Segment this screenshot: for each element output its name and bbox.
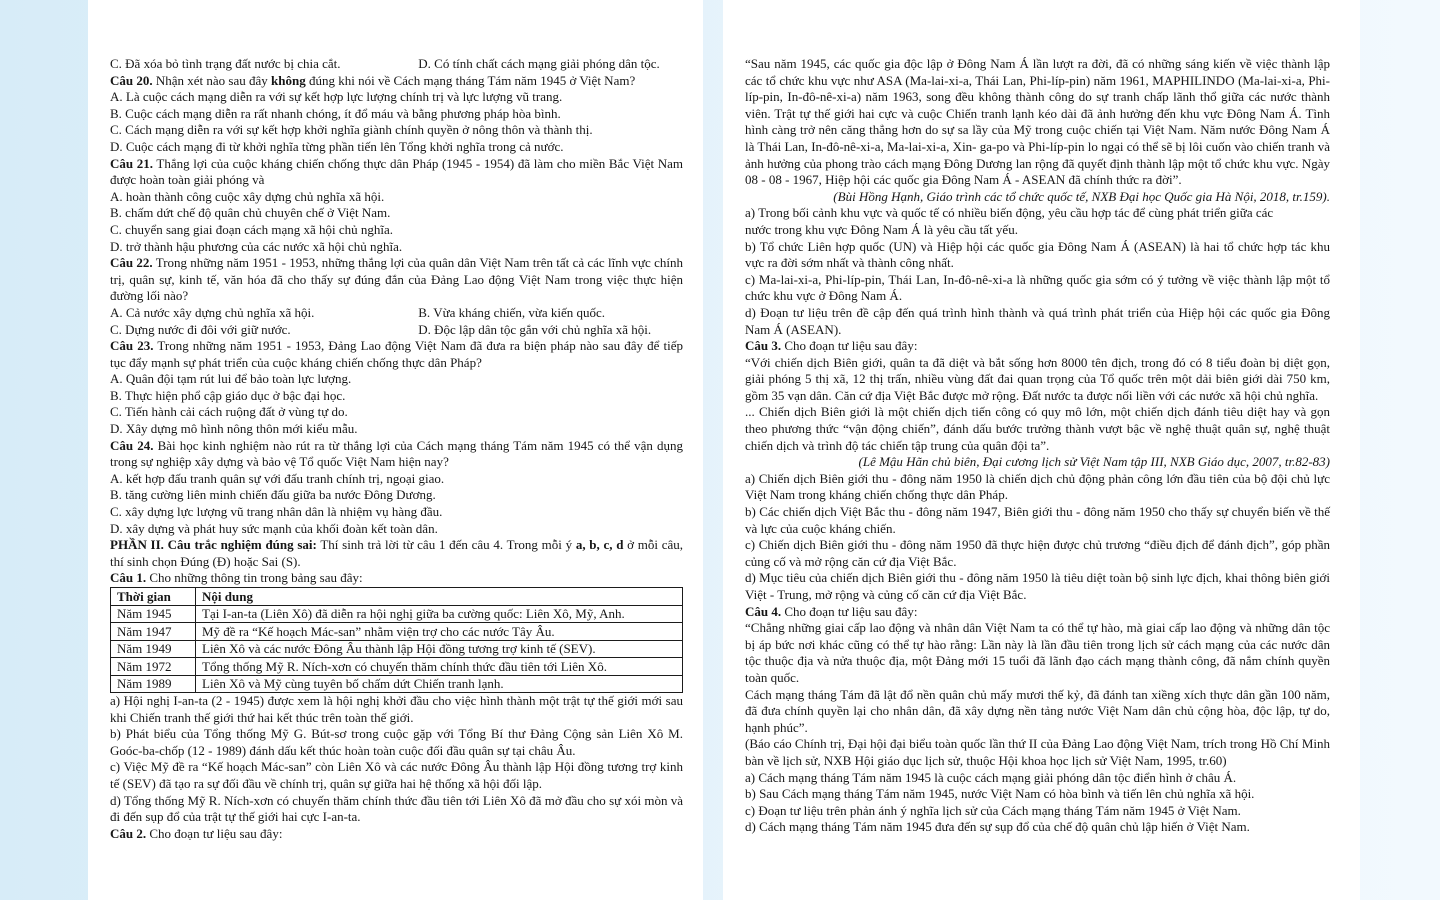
text-paragraph bbox=[110, 73, 683, 90]
text-run: a) Cách mạng tháng Tám năm 1945 là cuộc cách mạng giải phóng dân tộc điển hình ở châu Á. bbox=[745, 769, 1237, 785]
text-run: C. Cách mạng diễn ra với sự kết hợp khởi nghĩa giành chính quyền ở nông thôn và thành thị. bbox=[110, 122, 593, 138]
text-paragraph bbox=[110, 693, 683, 726]
text-paragraph bbox=[110, 726, 683, 759]
text-paragraph bbox=[110, 222, 683, 239]
text-paragraph bbox=[745, 404, 1330, 454]
text-run: C. chuyển sang giai đoạn cách mạng xã hội chủ nghĩa. bbox=[110, 221, 394, 237]
text-paragraph bbox=[745, 570, 1330, 603]
bold-run: Câu 20. bbox=[110, 72, 153, 88]
text-run: A. Là cuộc cách mạng diễn ra với sự kết hợp lực lượng chính trị và lực lượng vũ trang. bbox=[110, 89, 563, 105]
table-cell: Năm 1972 bbox=[111, 658, 196, 676]
text-paragraph bbox=[110, 826, 683, 843]
text-run: (Báo cáo Chính trị, Đại hội đại biểu toàn quốc lần thứ II của Đảng Lao động Việt Nam, trích trong Hồ Chí Minh bàn về lịch sử, NXB Hội giáo dục lịch sử, thuộc Hội khoa học lịch sử Việt Nam, 1995, tr.60) bbox=[745, 736, 1330, 768]
text-paragraph bbox=[745, 355, 1330, 405]
bold-run: không bbox=[271, 72, 306, 88]
text-run: D. trở thành hậu phương của các nước xã hội chủ nghĩa. bbox=[110, 238, 403, 254]
text-paragraph bbox=[110, 570, 683, 587]
table-row bbox=[111, 623, 683, 641]
text-paragraph bbox=[745, 819, 1330, 836]
text-paragraph bbox=[110, 205, 683, 222]
text-paragraph bbox=[745, 604, 1330, 621]
citation-line bbox=[745, 454, 1330, 471]
text-run: c) Đoạn tư liệu trên phản ánh ý nghĩa lịch sử của Cách mạng tháng Tám năm 1945 ở Việt Nam. bbox=[745, 802, 1241, 818]
text-paragraph bbox=[110, 189, 683, 206]
text-run: (Bùi Hồng Hạnh, Giáo trình các tổ chức quốc tế, NXB Đại học Quốc gia Hà Nội, 2018, tr.159). bbox=[833, 188, 1330, 204]
bold-run: Câu 21. bbox=[110, 155, 153, 171]
text-paragraph bbox=[745, 537, 1330, 570]
text-paragraph bbox=[745, 56, 1330, 189]
option-right: D. Độc lập dân tộc gắn với chủ nghĩa xã hội. bbox=[418, 321, 652, 337]
text-paragraph bbox=[745, 305, 1330, 338]
citation-line bbox=[745, 189, 1330, 206]
text-run: b) Phát biểu của Tổng thống Mỹ G. Bút-sơ trong cuộc gặp với Tổng Bí thư Đảng Cộng sản Liên Xô M. Goóc-ba-chốp (12 - 1989) đánh dấu kết thúc hoàn toàn cuộc đối đầu quân sự tại châu Âu. bbox=[110, 726, 683, 758]
option-right: D. Có tính chất cách mạng giải phóng dân tộc. bbox=[418, 56, 660, 71]
text-run: B. tăng cường liên minh chiến đấu giữa ba nước Đông Dương. bbox=[110, 487, 436, 503]
table-header-cell: Thời gian bbox=[111, 588, 196, 606]
text-paragraph bbox=[110, 521, 683, 538]
text-run: c) Việc Mỹ đề ra “Kế hoạch Mác-san” còn Liên Xô và các nước Đông Âu thành lập Hội đồng tương trợ kinh tế (SEV) đã tạo ra sự đối đầu về chính trị, quân sự giữa hai hệ thống xã hội đối lập. bbox=[110, 759, 683, 791]
text-run: ở mỗi câu, thí sinh chọn Đúng (Đ) hoặc Sai (S). bbox=[110, 537, 684, 569]
table-header-row bbox=[111, 588, 683, 606]
text-run: B. Cuộc cách mạng diễn ra rất nhanh chóng, ít đổ máu và bằng phương pháp hòa bình. bbox=[110, 105, 561, 121]
table-row bbox=[111, 605, 683, 623]
text-run: d) Cách mạng tháng Tám năm 1945 đưa đến sự sụp đổ của chế độ quân chủ lập hiến ở Việt Nam. bbox=[745, 819, 1250, 835]
text-run: a) Trong bối cảnh khu vực và quốc tế có nhiều biến động, yêu cầu hợp tác để cùng phát triển giữa các bbox=[745, 205, 1274, 221]
bold-run: Câu 2. bbox=[110, 825, 147, 841]
text-run: Cách mạng tháng Tám đã lật đổ nền quân chủ mấy mươi thế kỷ, đã đánh tan xiềng xích thực dân gần 100 năm, đã đưa chính quyền lại cho nhân dân, đã xây dựng nền tảng nước Việt Nam dân chủ cộng hòa, độc lập, tự do, hạnh phúc”. bbox=[745, 686, 1330, 735]
text-paragraph bbox=[110, 487, 683, 504]
table-cell: Mỹ đề ra “Kế hoạch Mác-san” nhằm viện trợ cho các nước Tây Âu. bbox=[196, 623, 683, 641]
option-row bbox=[110, 322, 683, 339]
text-paragraph bbox=[745, 205, 1330, 238]
text-paragraph bbox=[110, 89, 683, 106]
text-run: Thí sinh trả lời từ câu 1 đến câu 4. Trong mỗi ý bbox=[316, 537, 576, 553]
text-run: a) Chiến dịch Biên giới thu - đông năm 1950 là chiến dịch chủ động phản công lớn đầu tiên của bộ đội chủ lực Việt Nam trong kháng chiến chống thực dân Pháp. bbox=[745, 470, 1330, 503]
text-paragraph bbox=[110, 338, 683, 371]
table-row bbox=[111, 640, 683, 658]
text-run: Cho những thông tin trong bảng sau đây: bbox=[146, 570, 363, 586]
text-run: Cho đoạn tư liệu sau đây: bbox=[781, 338, 918, 354]
text-run: Bài học kinh nghiệm nào rút ra từ thắng lợi của Cách mạng tháng Tám năm 1945 có thể vận dụng trong sự nghiệp xây dựng và bảo vệ Tổ quốc Việt Nam hiện nay? bbox=[110, 437, 683, 470]
table-cell: Năm 1949 bbox=[111, 640, 196, 658]
table-row bbox=[111, 675, 683, 693]
text-run: A. kết hợp đấu tranh quân sự với đấu tranh chính trị, ngoại giao. bbox=[110, 470, 445, 486]
bold-run: Câu 3. bbox=[745, 338, 782, 354]
text-run: Cho đoạn tư liệu sau đây: bbox=[781, 603, 918, 619]
bold-run: Câu 4. bbox=[745, 603, 782, 619]
bold-run: PHẦN II. Câu trắc nghiệm đúng sai: bbox=[110, 537, 317, 553]
text-paragraph bbox=[110, 122, 683, 139]
text-paragraph bbox=[745, 471, 1330, 504]
text-paragraph bbox=[110, 106, 683, 123]
text-run: “Với chiến dịch Biên giới, quân ta đã diệt và bắt sống hơn 8000 tên địch, trong đó có 8 tiểu đoàn bị diệt gọn, giải phóng 5 thị xã, 12 thị trấn, nhiều vùng đất đai quan trọng của Tổ quốc trên một dải biên giới dài 750 km, gồm 35 vạn dân. Căn cứ địa Việt Bắc được mở rộng. Đất nước ta được nối liền với các nước xã hội chủ nghĩa. bbox=[745, 354, 1330, 403]
table-cell: Năm 1989 bbox=[111, 675, 196, 693]
bold-run: a, b, c, d bbox=[575, 537, 624, 553]
text-paragraph bbox=[745, 786, 1330, 803]
table-cell: Tổng thống Mỹ R. Ních-xơn có chuyến thăm chính thức đầu tiên tới Liên Xô. bbox=[196, 658, 683, 676]
page-left bbox=[88, 0, 703, 900]
table-row bbox=[111, 658, 683, 676]
text-run: a) Hội nghị I-an-ta (2 - 1945) được xem là hội nghị khởi đầu cho việc hình thành một trật tự thế giới mới sau khi Chiến tranh thế giới thứ hai kết thúc trên toàn thế giới. bbox=[110, 693, 683, 725]
text-paragraph bbox=[110, 404, 683, 421]
text-run: Thắng lợi của cuộc kháng chiến chống thực dân Pháp (1945 - 1954) đã làm cho miền Bắc Việt Nam được hoàn toàn giải phóng và bbox=[110, 155, 683, 188]
text-run: Nhận xét nào sau đây bbox=[152, 72, 272, 88]
text-run: ... Chiến dịch Biên giới là một chiến dịch tiến công có quy mô lớn, một chiến dịch đánh tiêu diệt hay và gọn theo phương thức “vận động chiến”, đánh dấu bước trưởng thành vượt bậc về nghệ thuật quân sự, nghệ thuật chiến dịch và trình độ tác chiến tập trung của quân đội ta”. bbox=[745, 404, 1330, 453]
text-paragraph bbox=[110, 793, 683, 826]
text-paragraph bbox=[110, 239, 683, 256]
table-cell: Tại I-an-ta (Liên Xô) đã diễn ra hội nghị giữa ba cường quốc: Liên Xô, Mỹ, Anh. bbox=[196, 605, 683, 623]
text-paragraph bbox=[110, 438, 683, 471]
text-paragraph bbox=[745, 803, 1330, 820]
text-run: đúng khi nói về Cách mạng tháng Tám năm 1945 ở Việt Nam? bbox=[305, 72, 636, 88]
text-run: d) Tổng thống Mỹ R. Ních-xơn có chuyến thăm chính thức đầu tiên tới Liên Xô đã mở đầu cho sự xói mòn và đi đến sụp đổ của trật tự thế giới hai cực I-an-ta. bbox=[110, 792, 683, 825]
text-run: Trong những năm 1951 - 1953, những thắng lợi của quân dân Việt Nam trên tất cả các lĩnh vực chính trị, quân sự, kinh tế, văn hóa đã cho thấy sự đúng đắn của Đảng Lao động Việt Nam trong việc thực hiện đường lối nào? bbox=[110, 255, 683, 304]
option-row bbox=[110, 305, 683, 322]
table-cell: Liên Xô và các nước Đông Âu thành lập Hội đồng tương trợ kinh tế (SEV). bbox=[196, 640, 683, 658]
text-paragraph bbox=[110, 421, 683, 438]
text-paragraph bbox=[110, 255, 683, 305]
text-run: B. chấm dứt chế độ quân chủ chuyên chế ở Việt Nam. bbox=[110, 205, 391, 221]
text-run: b) Tổ chức Liên hợp quốc (UN) và Hiệp hội các quốc gia Đông Nam Á (ASEAN) là hai tổ chức hợp tác khu vực ra đời sớm nhất và thành công nhất. bbox=[745, 238, 1330, 271]
text-run: B. Thực hiện phổ cập giáo dục ở bậc đại học. bbox=[110, 387, 346, 403]
bold-run: Câu 22. bbox=[110, 255, 153, 271]
text-run: C. Tiến hành cải cách ruộng đất ở vùng tự do. bbox=[110, 404, 348, 420]
text-paragraph bbox=[110, 139, 683, 156]
text-paragraph bbox=[110, 371, 683, 388]
text-run: A. Quân đội tạm rút lui để bảo toàn lực lượng. bbox=[110, 371, 352, 387]
bold-run: Câu 23. bbox=[110, 338, 154, 354]
text-run: d) Đoạn tư liệu trên đề cập đến quá trình hình thành và quá trình phát triển của Hiệp hội các quốc gia Đông Nam Á (ASEAN). bbox=[745, 304, 1330, 337]
text-run: D. Xây dựng mô hình nông thôn mới kiểu mẫu. bbox=[110, 421, 358, 437]
table-header-cell: Nội dung bbox=[196, 588, 683, 606]
text-paragraph bbox=[745, 504, 1330, 537]
text-run: d) Mục tiêu của chiến dịch Biên giới thu - đông năm 1950 là tiêu diệt toàn bộ sinh lực địch, khai thông biên giới Việt - Trung, mở rộng và củng cố căn cứ địa Việt Bắc. bbox=[745, 570, 1330, 602]
bold-run: Câu 1. bbox=[110, 570, 147, 586]
text-run: b) Các chiến dịch Việt Bắc thu - đông năm 1947, Biên giới thu - đông năm 1950 cho thấy sự chuyển biến về thế và lực của cuộc kháng chiến. bbox=[745, 504, 1330, 536]
option-right: B. Vừa kháng chiến, vừa kiến quốc. bbox=[418, 304, 606, 320]
bold-run: Câu 24. bbox=[110, 437, 154, 453]
text-run: b) Sau Cách mạng tháng Tám năm 1945, nước Việt Nam có hòa bình và tiến lên chủ nghĩa xã hội. bbox=[745, 786, 1255, 802]
text-paragraph bbox=[745, 770, 1330, 787]
text-run: A. hoàn thành công cuộc xây dựng chủ nghĩa xã hội. bbox=[110, 188, 385, 204]
text-paragraph bbox=[110, 504, 683, 521]
text-run: c) Chiến dịch Biên giới thu - đông năm 1950 đã thực hiện được chủ trương “điều địch để đánh địch”, góp phần củng cố và mở rộng căn cứ địa Việt Bắc. bbox=[745, 537, 1330, 569]
text-paragraph bbox=[110, 537, 683, 570]
text-run: C. xây dựng lực lượng vũ trang nhân dân là nhiệm vụ hàng đầu. bbox=[110, 504, 443, 520]
table-cell: Liên Xô và Mỹ cùng tuyên bố chấm dứt Chiến tranh lạnh. bbox=[196, 675, 683, 693]
table-cell: Năm 1947 bbox=[111, 623, 196, 641]
option-row bbox=[110, 56, 683, 73]
text-paragraph bbox=[745, 338, 1330, 355]
text-paragraph bbox=[110, 759, 683, 792]
text-paragraph bbox=[745, 687, 1330, 737]
text-run: (Lê Mậu Hãn chủ biên, Đại cương lịch sử Việt Nam tập III, NXB Giáo dục, 2007, tr.82-83) bbox=[858, 454, 1330, 470]
text-run: Cho đoạn tư liệu sau đây: bbox=[146, 825, 283, 841]
text-paragraph bbox=[110, 156, 683, 189]
text-run: “Chẳng những giai cấp lao động và nhân dân Việt Nam ta có thể tự hào, mà giai cấp lao động và những dân tộc bị áp bức nơi khác cũng có thể tự hào rằng: Lần này là lần đầu tiên trong lịch sử cách mạng của các nước dân tộc thuộc địa và nửa thuộc địa, một Đảng mới 15 tuổi đã lãnh đạo cách mạng thành công, đã nắm chính quyền toàn quốc. bbox=[745, 620, 1330, 685]
text-run: c) Ma-lai-xi-a, Phi-líp-pin, Thái Lan, In-đô-nê-xi-a là những quốc gia sớm có ý tưởng về việc thành lập một tổ chức khu vực ở Đông Nam Á. bbox=[745, 271, 1330, 304]
text-run: nước trong khu vực Đông Nam Á là yêu cầu tất yếu. bbox=[745, 221, 1018, 237]
option-left: A. Cả nước xây dựng chủ nghĩa xã hội. bbox=[110, 304, 315, 320]
option-left: C. Đã xóa bỏ tình trạng đất nước bị chia cắt. bbox=[110, 56, 341, 71]
text-run: D. Cuộc cách mạng đi từ khởi nghĩa từng phần tiến lên Tổng khởi nghĩa trong cả nước. bbox=[110, 138, 564, 154]
text-paragraph bbox=[745, 239, 1330, 272]
text-paragraph bbox=[745, 620, 1330, 686]
text-paragraph bbox=[745, 736, 1330, 769]
table-cell: Năm 1945 bbox=[111, 605, 196, 623]
text-paragraph bbox=[110, 388, 683, 405]
text-paragraph bbox=[110, 471, 683, 488]
page-right bbox=[723, 0, 1360, 900]
timeline-table bbox=[110, 587, 683, 693]
text-run: Trong những năm 1951 - 1953, Đảng Lao động Việt Nam đã đưa ra biện pháp nào sau đây để tiếp tục đẩy mạnh sự phát triển của cuộc kháng chiến chống thực dân Pháp? bbox=[110, 338, 684, 370]
text-paragraph bbox=[745, 272, 1330, 305]
text-run: D. xây dựng và phát huy sức mạnh của khối đoàn kết toàn dân. bbox=[110, 520, 438, 536]
option-left: C. Dựng nước đi đôi với giữ nước. bbox=[110, 321, 291, 337]
text-run: “Sau năm 1945, các quốc gia độc lập ở Đông Nam Á lần lượt ra đời, đã có những sáng kiến về việc thành lập các tổ chức khu vực như ASA (Ma-lai-xi-a, Thái Lan, Phi-líp-pin) năm 1961, MAPHILINDO (Ma-lai-xi-a, Phi-líp-pin, In-đô-nê-xi-a) năm 1963, song đều không thành công do sự tranh chấp lãnh thổ giữa các nước thành viên. Trật tự thế giới hai cực và cuộc Chiến tranh lạnh kéo dài đã ảnh hưởng đến khu vực Đông Nam Á. Tình hình càng trở nên căng thẳng hơn do sự sa lầy của Mỹ trong cuộc chiến tại Việt Nam. Năm nước Đông Nam Á là Thái Lan, In-đô-nê-xi-a, Ma-lai-xi-a, Xin- ga-po và Phi-líp-pin lo ngại có thể sẽ bị lôi cuốn vào chiến tranh và ảnh hưởng của phong trào cách mạng Đông Dương lan rộng đã quyết định thành lập một tổ chức khu vực. Ngày 08 - 08 - 1967, Hiệp hội các quốc gia Đông Nam Á - ASEAN đã chính thức ra đời”. bbox=[745, 56, 1330, 188]
